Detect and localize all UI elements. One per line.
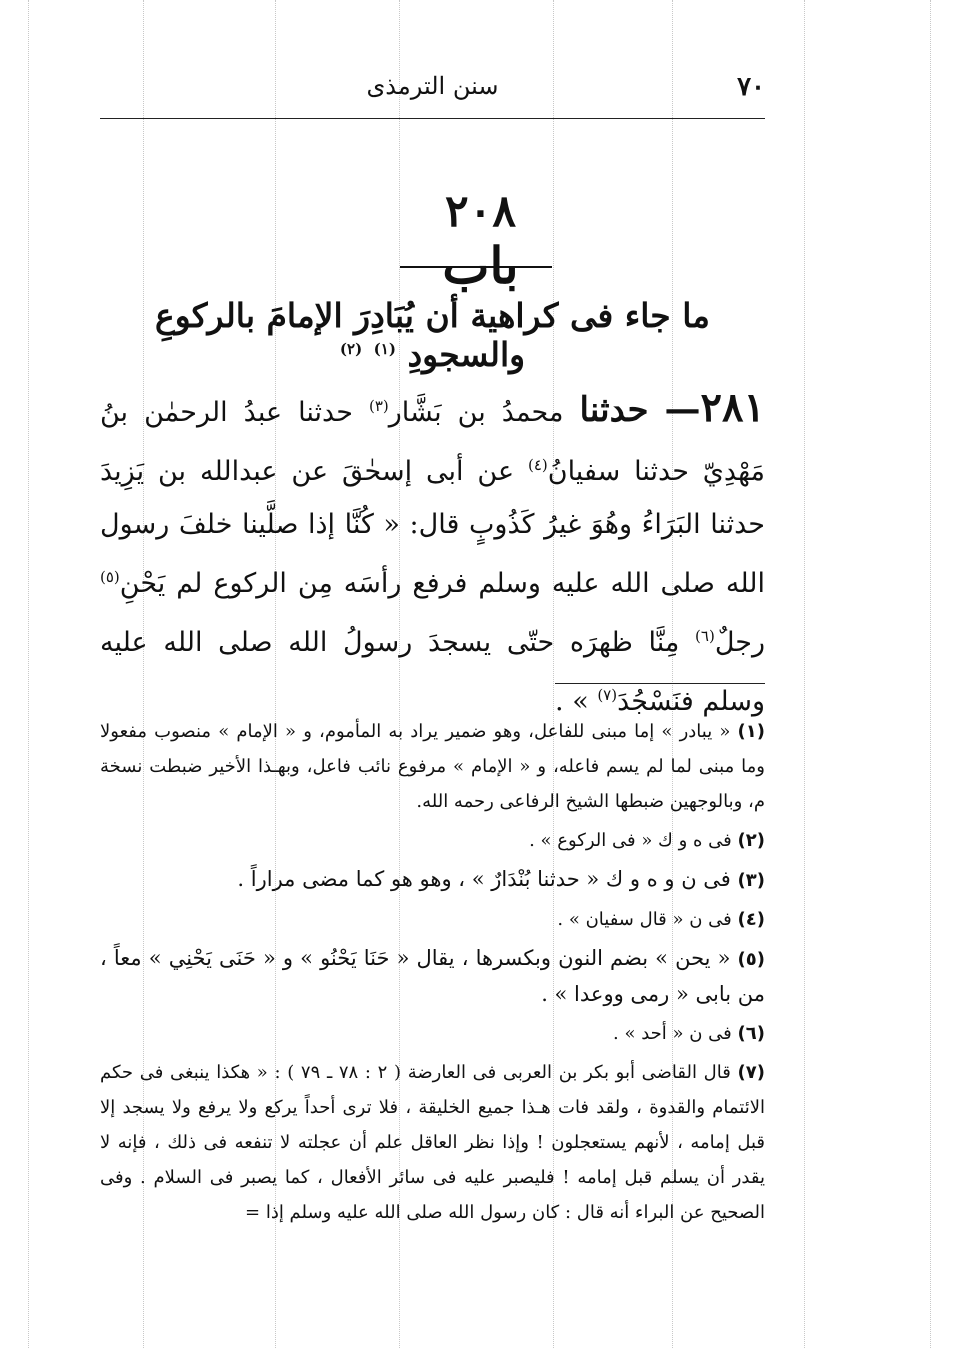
footnote-ref-7: (٧) bbox=[597, 686, 618, 704]
bab-title: باب bbox=[442, 236, 519, 295]
footnote-number: (٢) bbox=[737, 830, 765, 851]
footnote bbox=[100, 1055, 765, 1230]
hadith-segment: حدثنا عبدُ الرحمٰن بنُ مَهْدِيّ حدثنا سفيانُ bbox=[100, 397, 765, 487]
footnote-ref-6: (٦) bbox=[695, 627, 715, 645]
hadith-segment: » . bbox=[555, 686, 589, 717]
header-rule bbox=[100, 118, 765, 119]
footnote-number: (١) bbox=[737, 721, 765, 742]
hadith-segment: مِنَّا ظهرَه حتّى يسجدَ رسولُ الله صلى الله عليه وسلم فنَسْجُدَ bbox=[100, 627, 765, 717]
footnote-ref-4: (٤) bbox=[527, 456, 548, 474]
footnote-text: « يحن » بضم النون وبكسرها ، يقال « حَنَا يَحْنُو » و « حَنَى يَحْنِي » معاً ، من بابى « رمى ووعدا » . bbox=[100, 946, 765, 1006]
footnote bbox=[100, 862, 765, 898]
footnote bbox=[100, 714, 765, 819]
hadith-segment: محمدُ بن بَشَّار bbox=[388, 397, 564, 428]
page-header bbox=[100, 72, 765, 108]
footnote-number: (٤) bbox=[737, 909, 765, 930]
chapter-heading-text: ما جاء فى كراهية أن يُبَادِرَ الإمامَ بالركوعِ والسجودِ bbox=[155, 296, 710, 374]
hadith-number: ٢٨١ bbox=[700, 384, 765, 431]
footnote-text: فى ن « أحد » . bbox=[613, 1023, 732, 1044]
chapter-number: ٢٠٨ bbox=[445, 186, 516, 237]
footnote-ref-3: (٣) bbox=[368, 397, 389, 415]
footnote-number: (٥) bbox=[737, 949, 765, 970]
footnote-separator bbox=[555, 683, 765, 684]
footnote-number: (٧) bbox=[737, 1062, 766, 1083]
footnote-number: (٦) bbox=[737, 1023, 765, 1044]
chapter-heading bbox=[100, 296, 765, 374]
hadith-segment: عن أبى إسحٰقَ عن عبدالله بن يَزِيدَ حدثنا البَرَاءُ وهُوَ غيرُ كَذُوبٍ قال: « كُنَّا إذا صلَّينا خلفَ رسول الله صلى الله عليه وسلم فرفع رأسَه مِن الركوع لم يَحْنِ bbox=[100, 456, 765, 599]
bab-underline bbox=[400, 266, 552, 268]
footnote-ref-1: (١) bbox=[373, 340, 396, 358]
footnote-ref-2: (٢) bbox=[339, 340, 363, 358]
hadith-dash: — bbox=[664, 388, 701, 430]
footnote-text: قال القاضى أبو بكر بن العربى فى العارضة ( ٢ : ٧٨ ـ ٧٩ ) : « هكذا ينبغى فى حكم الائتمام والقدوة ، ولقد فات هـذا جميع الخليقة ، فلا ترى أحداً يركع ولا يرفع ولا يسجد إلا قبل إمامه ، لأنهم يستعجلون ! وإذا نظر العاقل علم أن عجلته لا تنفعه فى ذلك ، فإنه لا يقدر أن يسلم قبل إمامه ! فليصبر عليه فى سائر الأفعال ، كما يصبر فى السلام . وفى الصحيح عن البراء أنه قال : كان رسول الله صلى الله عليه وسلم إذا = bbox=[100, 1062, 765, 1223]
footnote-text: فى ه و ك « فى الركوع » . bbox=[529, 830, 732, 851]
footnote bbox=[100, 1016, 765, 1051]
footnote bbox=[100, 941, 765, 1012]
hadith-segment: رجلٌ bbox=[714, 627, 765, 658]
page-number: ٧٠ bbox=[737, 72, 765, 102]
footnote-number: (٣) bbox=[737, 870, 765, 891]
haddathana-word: حدثنا bbox=[579, 390, 649, 430]
footnote bbox=[100, 902, 765, 937]
hadith-text bbox=[100, 380, 765, 728]
footnote-ref-5: (٥) bbox=[100, 568, 120, 586]
footnote-text: فى ن « قال سفيان » . bbox=[557, 909, 732, 930]
footnotes bbox=[100, 714, 765, 1234]
footnote-text: فى ن و ه و ك « حدثنا بُنْدَارٌ » ، وهو هو كما مضى مراراً . bbox=[237, 867, 731, 891]
footnote bbox=[100, 823, 765, 858]
footnote-text: « يبادر » إما مبنى للفاعل، وهو ضمير يراد به المأموم، و « الإمام » منصوب مفعولا وما مبنى لما لم يسم فاعله، و « الإمام » مرفوع نائب فاعل، وبهـذا الأخير ضبطت نسخة م، وبالوجهين ضبطها الشيخ الرفاعى رحمه الله. bbox=[100, 721, 765, 812]
running-title: سنن الترمذى bbox=[366, 72, 499, 100]
